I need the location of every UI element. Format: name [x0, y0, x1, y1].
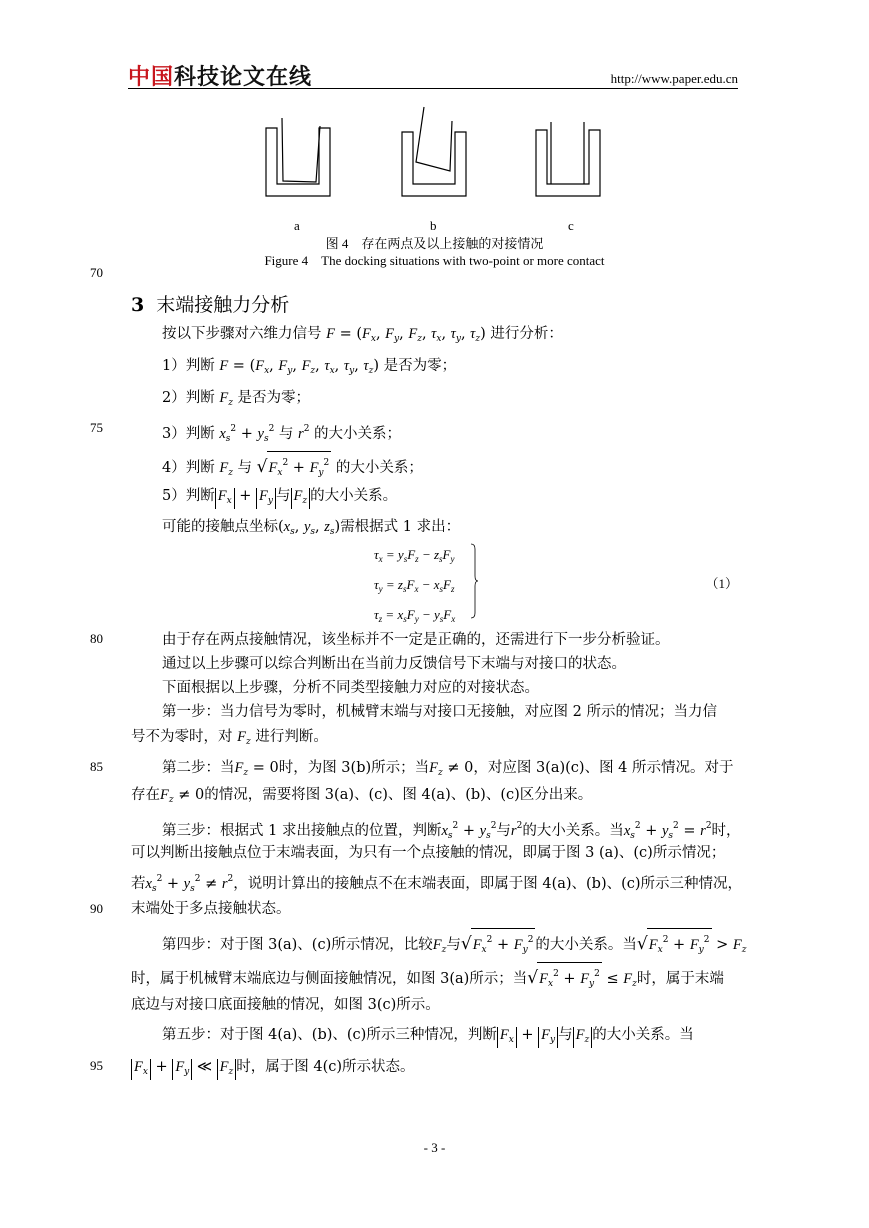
- paragraph: 由于存在两点接触情况，该坐标并不一定是正确的，还需进行下一步分析验证。: [162, 632, 670, 648]
- header-url: http://www.paper.edu.cn: [610, 71, 738, 86]
- line-number: 85: [90, 759, 103, 774]
- journal-logo: 中国科技论文在线: [128, 65, 313, 90]
- paragraph-step-four-cont: 时，属于机械臂末端底边与侧面接触情况，如图 3(a)所示；当$√F_x^2 + F_y^2 \le F_z$时，属于末端: [131, 962, 738, 995]
- step-3: 3）判断 $x_s^2 + y_s^2$ 与 $r^2$ 的大小关系；: [162, 424, 402, 444]
- line-number: 70: [90, 265, 103, 280]
- end-effector-b: [416, 107, 452, 171]
- figure-caption-cn: 图 4 存在两点及以上接触的对接情况: [325, 236, 544, 251]
- line-number: 95: [90, 1058, 103, 1073]
- paragraph: 通过以上步骤可以综合判断出在当前力反馈信号下末端与对接口的状态。: [162, 656, 626, 672]
- figure-label-b: b: [430, 218, 437, 233]
- end-effector-c: [551, 122, 584, 184]
- figure-label-a: a: [294, 218, 300, 233]
- step-1: 1）判断 $F = (F_x$, $F_y$, $F_z$, $\tau_x$, $\tau_y$, $\tau_z$) 是否为零；: [162, 358, 457, 376]
- step-2: 2）判断 $F_z$ 是否为零；: [162, 390, 311, 408]
- figure-caption-en: Figure 4 The docking situations with two-point or more contact: [264, 253, 605, 268]
- paragraph-step-one: 第一步：当力信号为零时，机械臂末端与对接口无接触，对应图 2 所示的情况；当力信: [162, 704, 717, 720]
- paragraph-step-three-cont: 若$x_s^2 + y_s^2 \ne r^2$，说明计算出的接触点不在末端表面，即属于图 4(a)、(b)、(c)所示三种情况，: [131, 874, 743, 894]
- paragraph-step-four: 第四步：对于图 3(a)、(c)所示情况，比较$F_z$与$√F_x^2 + F_y^2$ 的大小关系。当$√F_x^2 + F_y^2 > F_z$: [162, 928, 738, 961]
- paragraph: 下面根据以上步骤，分析不同类型接触力对应的对接状态。: [162, 680, 539, 696]
- figure-4: [0, 0, 869, 215]
- paragraph-step-two-cont: 存在$F_z \ne 0$的情况，需要将图 3(a)、(c)、图 4(a)、(b)、(c)区分出来。: [131, 787, 593, 805]
- paragraph-step-five-cont: $F_x + F_y$ ≪ $F_z$ 时，属于图 4(c)所示状态。: [131, 1056, 738, 1080]
- paragraph-step-one-cont: 号不为零时，对 $F_z$ 进行判断。: [131, 729, 328, 747]
- step-5: 5）判断 $F_x + F_y$ 与 $F_z$ 的大小关系。: [162, 485, 738, 509]
- equation-brace: [470, 543, 478, 619]
- line-number: 80: [90, 631, 103, 646]
- docking-port-c: [536, 130, 600, 196]
- paragraph-step-three-cont: 可以判断出接触点位于末端表面，为只有一个点接触的情况，即属于图 3 (a)、(c)所示情况；: [131, 845, 726, 861]
- paragraph-step-five: 第五步：对于图 4(a)、(b)、(c)所示三种情况，判断 $F_x + F_y$ 与 $F_z$ 的大小关系。当: [162, 1024, 738, 1048]
- section-heading: 3 末端接触力分析: [131, 294, 290, 316]
- line-number: 90: [90, 901, 103, 916]
- paragraph-step-four-cont: 底边与对接口底面接触的情况，如图 3(c)所示。: [131, 997, 440, 1013]
- end-effector-a: [282, 118, 320, 182]
- figure-label-c: c: [568, 218, 574, 233]
- docking-port-a: [266, 128, 330, 196]
- paragraph-intro: 按以下步骤对六维力信号 $F = (F_x$, $F_y$, $F_z$, $\tau_x$, $\tau_y$, $\tau_z$) 进行分析：: [162, 326, 563, 344]
- page-number: - 3 -: [423, 1140, 446, 1155]
- paragraph-step-three-cont: 末端处于多点接触状态。: [131, 901, 291, 917]
- contact-coordinate-line: 可能的接触点坐标($x_s$, $y_s$, $z_s$)需根据式 1 求出：: [162, 519, 461, 537]
- line-number: 75: [90, 420, 103, 435]
- equation-1: $\tau_x = y_sF_z - z_sF_y$ $\tau_y = z_sF_x - x_sF_z$ $\tau_z = x_sF_y - y_sF_x$: [374, 547, 456, 624]
- step-4: 4）判断 $F_z$ 与 $√F_x^2 + F_y^2$ 的大小关系；: [162, 451, 738, 484]
- docking-port-b: [402, 132, 466, 196]
- equation-number: （1）: [705, 576, 738, 591]
- paragraph-step-two: 第二步：当$F_z = 0$时，为图 3(b)所示；当$F_z \ne 0$，对应图 3(a)(c)、图 4 所示情况。对于: [162, 760, 734, 778]
- paragraph-step-three: 第三步：根据式 1 求出接触点的位置，判断$x_s^2 + y_s^2$与$r^2$的大小关系。当$x_s^2 + y_s^2 = r^2$时，: [162, 821, 741, 841]
